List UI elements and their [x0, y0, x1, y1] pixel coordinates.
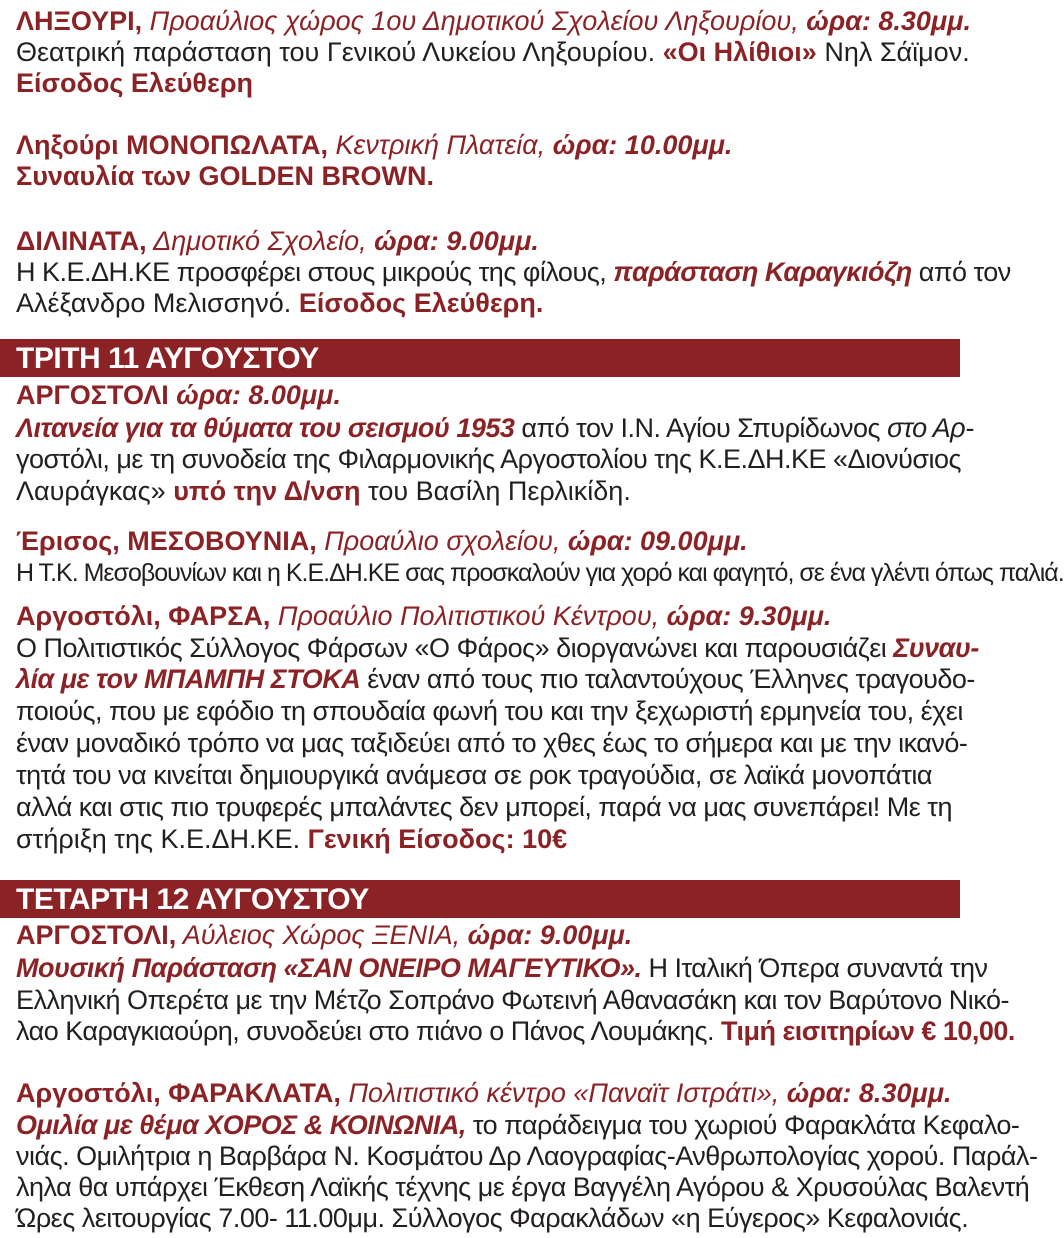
- event-description: [16, 37, 970, 68]
- time: ώρα: 8.30μμ.: [779, 1078, 952, 1108]
- venue: Προαύλιο σχολείου,: [316, 526, 561, 556]
- event-description: αλλά και στις πιο τρυφερές μπαλάντες δεν μπορεί, παρά να μας συνεπάρει! Με τη: [16, 792, 952, 822]
- description-text: στήριξη της Κ.Ε.ΔΗ.ΚΕ.: [16, 824, 308, 854]
- show-title: Μουσική Παράσταση «ΣΑΝ ΟΝΕΙΡΟ ΜΑΓΕΥΤΙΚΟ».: [16, 953, 642, 983]
- show-title: παράσταση Καραγκιόζη: [613, 257, 912, 287]
- event-lixouri-school-heading: [16, 6, 971, 37]
- time: ώρα: 9.00μμ.: [460, 920, 633, 950]
- concert-title: λία με τον ΜΠΑΜΠΗ ΣΤΟΚΑ: [16, 664, 361, 694]
- time: ώρα: 9.30μμ.: [659, 601, 832, 631]
- time: ώρα: 8.00μμ.: [168, 380, 341, 410]
- time: ώρα: 09.00μμ.: [560, 526, 748, 556]
- event-monopolata-heading: [16, 130, 952, 161]
- event-description: [16, 476, 952, 507]
- event-description: [16, 1016, 1015, 1047]
- event-description: Ώρες λειτουργίας 7.00- 11.00μμ. Σύλλογος Φαρακλάδων «η Εύγερος» Κεφαλονιάς.: [16, 1203, 969, 1233]
- place-name: Ληξούρι ΜΟΝΟΠΩΛΑΤΑ,: [16, 130, 329, 160]
- description-text: Η Ιταλική Όπερα συναντά την: [641, 953, 988, 983]
- description-text: του Βασίλη Περλικίδη.: [360, 476, 631, 506]
- event-description: νιάς. Ομιλήτρια η Βαρβάρα Ν. Κοσμάτου Δρ Λαογραφίας-Ανθρωπολογίας χορού. Παράλ-: [16, 1141, 1038, 1171]
- event-faraklata-heading: [16, 1078, 952, 1109]
- event-description: [16, 633, 979, 664]
- venue: Προαύλιο Πολιτιστικού Κέντρου,: [270, 601, 660, 631]
- free-entry-note: Είσοδος Ελεύθερη: [16, 68, 254, 98]
- event-description: Η Τ.Κ. Μεσοβουνίων και η Κ.Ε.ΔΗ.ΚΕ σας προσκαλούν για χορό και φαγητό, σε ένα γλέντι όπως παλιά.: [16, 559, 1064, 587]
- event-description: [16, 664, 975, 695]
- author: Νηλ Σάϊμον.: [816, 37, 970, 67]
- event-description: [16, 824, 952, 855]
- description-text: Η Κ.Ε.ΔΗ.ΚΕ προσφέρει στους μικρούς της φίλους,: [16, 257, 614, 287]
- venue: Δημοτικό Σχολείο,: [146, 226, 367, 256]
- time: ώρα: 10.00μμ.: [545, 130, 733, 160]
- venue: Κεντρική Πλατεία,: [328, 130, 546, 160]
- event-argostoli-litany-heading: [16, 380, 952, 411]
- event-description: τητά του να κινείται δημιουργικά ανάμεσα σε ροκ τραγούδια, σε λαϊκά μονοπάτια: [16, 760, 932, 790]
- place-name: Αργοστόλι, ΦΑΡΑΚΛΑΤΑ,: [16, 1078, 341, 1108]
- event-description: ποιούς, που με εφόδιο τη σπουδαία φωνή του και την ξεχωριστή ερμηνεία του, έχει: [16, 696, 963, 726]
- day-header-wednesday: ΤΕΤΑΡΤΗ 12 ΑΥΓΟΥΣΤΟΥ: [16, 883, 369, 916]
- event-erisos-heading: [16, 526, 952, 557]
- day-header-tuesday: ΤΡΙΤΗ 11 ΑΥΓΟΥΣΤΟΥ: [16, 342, 319, 375]
- place-name: ΑΡΓΟΣΤΟΛΙ,: [16, 920, 177, 950]
- venue: Πολιτιστικό κέντρο «Παναϊτ Ιστράτι»,: [340, 1078, 780, 1108]
- litany-title: Λιτανεία για τα θύματα του σεισμού 1953: [16, 413, 515, 443]
- talk-title: Ομιλία με θέμα ΧΟΡΟΣ & ΚΟΙΝΩΝΙΑ,: [16, 1110, 466, 1140]
- venue: Αύλειος Χώρος ΞΕΝΙΑ,: [176, 920, 461, 950]
- event-description: [16, 953, 988, 984]
- description-text: έναν από τους πιο ταλαντούχους Έλληνες τραγουδο-: [360, 664, 975, 694]
- description-text: Θεατρική παράσταση του Γενικού Λυκείου Ληξουρίου.: [16, 37, 663, 67]
- event-description: ληλα θα υπάρχει Έκθεση Λαϊκής τέχνης με έργα Βαγγέλη Αγόρου & Χρυσούλας Βαλεντή: [16, 1172, 1030, 1202]
- description-text: Αλέξανδρο Μελισσηνό.: [16, 288, 299, 318]
- time: ώρα: 9.00μμ.: [366, 226, 539, 256]
- description-text: από τον Ι.Ν. Αγίου Σπυρίδωνος: [514, 413, 888, 443]
- description-text: Λαυράγκας»: [16, 476, 174, 506]
- event-description: γοστόλι, με τη συνοδεία της Φιλαρμονικής Αργοστολίου της Κ.Ε.ΔΗ.ΚΕ «Διονύσιος: [16, 444, 962, 474]
- time: ώρα: 8.30μμ.: [798, 6, 971, 36]
- description-text: Ο Πολιτιστικός Σύλλογος Φάρσων «Ο Φάρος» διοργανώνει και παρουσιάζει: [16, 633, 894, 663]
- event-description: [16, 257, 1011, 288]
- description-text: το παράδειγμα του χωριού Φαρακλάτα Κεφαλο-: [465, 1110, 1020, 1140]
- description-text: στο Αρ-: [887, 413, 974, 443]
- event-dilinata-heading: [16, 226, 952, 257]
- venue: Προαύλιος χώρος 1ου Δημοτικού Σχολείου Ληξουρίου,: [142, 6, 799, 36]
- concert-title: Συναυ-: [893, 633, 979, 663]
- place-name: ΑΡΓΟΣΤΟΛΙ: [16, 380, 169, 410]
- place-name: ΔΙΛΙΝΑΤΑ,: [16, 226, 147, 256]
- event-description: [16, 1110, 1020, 1141]
- entry-price: Γενική Είσοδος: 10€: [307, 824, 568, 854]
- play-title: «Οι Ηλίθιοι»: [662, 37, 817, 67]
- concert-description: Συναυλία των GOLDEN BROWN.: [16, 161, 434, 191]
- description-text: από τον: [911, 257, 1011, 287]
- event-xenia-heading: [16, 920, 952, 951]
- place-name: Αργοστόλι, ΦΑΡΣΑ,: [16, 601, 271, 631]
- ticket-price: Τιμή εισιτηρίων € 10,00.: [720, 1016, 1015, 1046]
- free-entry-note: Είσοδος Ελεύθερη.: [298, 288, 544, 318]
- event-description: Ελληνική Οπερέτα με την Μέτζο Σοπράνο Φωτεινή Αθανασάκη και τον Βαρύτονο Νικό-: [16, 985, 1009, 1015]
- event-description: [16, 413, 974, 444]
- event-farsa-heading: [16, 601, 952, 632]
- event-description: [16, 288, 952, 319]
- place-name: Έρισος, ΜΕΣΟΒΟΥΝΙΑ,: [16, 526, 317, 556]
- event-description: έναν μοναδικό τρόπο να μας ταξιδεύει από το χθες έως το σήμερα και με την ικανό-: [16, 728, 968, 758]
- description-text: λαο Καραγκιαούρη, συνοδεύει στο πιάνο ο Πάνος Λουμάκης.: [16, 1016, 721, 1046]
- conductor-label: υπό την Δ/νση: [173, 476, 361, 506]
- place-name: ΛΗΞΟΥΡΙ,: [16, 6, 143, 36]
